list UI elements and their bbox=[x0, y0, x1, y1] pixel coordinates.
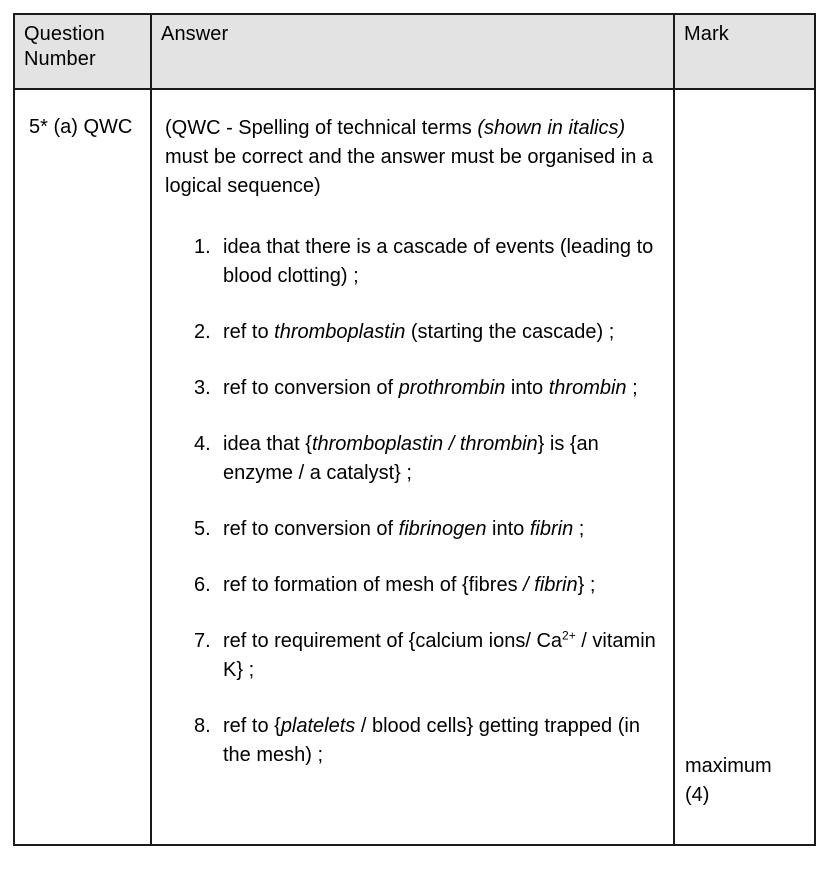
marking-point-number: 2. bbox=[194, 321, 211, 343]
marking-point-number: 7. bbox=[194, 630, 211, 652]
technical-term: prothrombin bbox=[398, 377, 506, 399]
marking-point bbox=[165, 515, 663, 544]
answer-header-label: Answer bbox=[161, 23, 229, 45]
marking-point-text: ref to conversion of prothrombin into thrombin ; bbox=[223, 377, 638, 399]
question-number-value: 5* (a) QWC bbox=[29, 116, 133, 138]
marking-point-text: ref to requirement of {calcium ions/ $Ca^{2+}$ / vitamin K} ; bbox=[223, 628, 656, 681]
marking-point-number: 4. bbox=[194, 433, 211, 455]
column-header-question-number bbox=[14, 14, 151, 89]
cell-answer bbox=[151, 89, 674, 845]
marking-point-number: 3. bbox=[194, 377, 211, 399]
mark-scheme-table bbox=[13, 13, 816, 846]
question-number-header-line1: Question bbox=[24, 23, 105, 45]
marking-point-text: ref to formation of mesh of {fibres / fibrin} ; bbox=[223, 574, 596, 596]
qwc-instruction-paragraph: (QWC - Spelling of technical terms (shown in italics) must be correct and the answer must be organised in a logical sequence) bbox=[165, 117, 654, 197]
technical-term: platelets bbox=[280, 715, 356, 737]
marking-point-number: 5. bbox=[194, 518, 211, 540]
column-header-mark bbox=[674, 14, 815, 89]
marking-point bbox=[165, 712, 663, 770]
technical-term: fibrin bbox=[529, 518, 574, 540]
technical-term: fibrinogen bbox=[398, 518, 487, 540]
question-number-header-line2: Number bbox=[24, 48, 96, 70]
table-header-row bbox=[14, 14, 815, 89]
technical-term: thromboplastin / thrombin bbox=[311, 433, 538, 455]
table-row bbox=[14, 89, 815, 845]
technical-term: thromboplastin bbox=[274, 321, 406, 343]
marking-point bbox=[165, 233, 663, 291]
answer-content bbox=[152, 90, 673, 770]
marking-point-number: 1. bbox=[194, 236, 211, 258]
marking-point-text: idea that {thromboplastin / thrombin} is {an enzyme / a catalyst} ; bbox=[223, 433, 599, 484]
marking-point-number: 8. bbox=[194, 715, 211, 737]
marking-point-text: ref to {platelets / blood cells} getting trapped (in the mesh) ; bbox=[223, 715, 640, 766]
mark-value-line1: maximum bbox=[685, 755, 772, 777]
technical-term: / fibrin bbox=[517, 574, 578, 596]
intro-italic-note: (shown in italics) bbox=[477, 117, 626, 139]
marking-point bbox=[165, 430, 663, 488]
marking-point bbox=[165, 374, 663, 403]
marking-point-text: idea that there is a cascade of events (leading to blood clotting) ; bbox=[223, 236, 654, 287]
marking-point-text: ref to conversion of fibrinogen into fibrin ; bbox=[223, 518, 585, 540]
marking-point-text: ref to thromboplastin (starting the cascade) ; bbox=[223, 321, 615, 343]
marking-point-number: 6. bbox=[194, 574, 211, 596]
marking-point bbox=[165, 318, 663, 347]
mark-header-label: Mark bbox=[684, 23, 729, 45]
technical-term: thrombin bbox=[548, 377, 627, 399]
marking-point bbox=[165, 627, 663, 685]
mark-value bbox=[685, 752, 772, 810]
column-header-answer bbox=[151, 14, 674, 89]
marking-point bbox=[165, 571, 663, 600]
cell-mark bbox=[674, 89, 815, 845]
ion-charge-superscript: 2+ bbox=[562, 628, 576, 643]
marking-points-list bbox=[165, 233, 663, 770]
mark-value-line2: (4) bbox=[685, 784, 710, 806]
cell-question-number bbox=[14, 89, 151, 845]
